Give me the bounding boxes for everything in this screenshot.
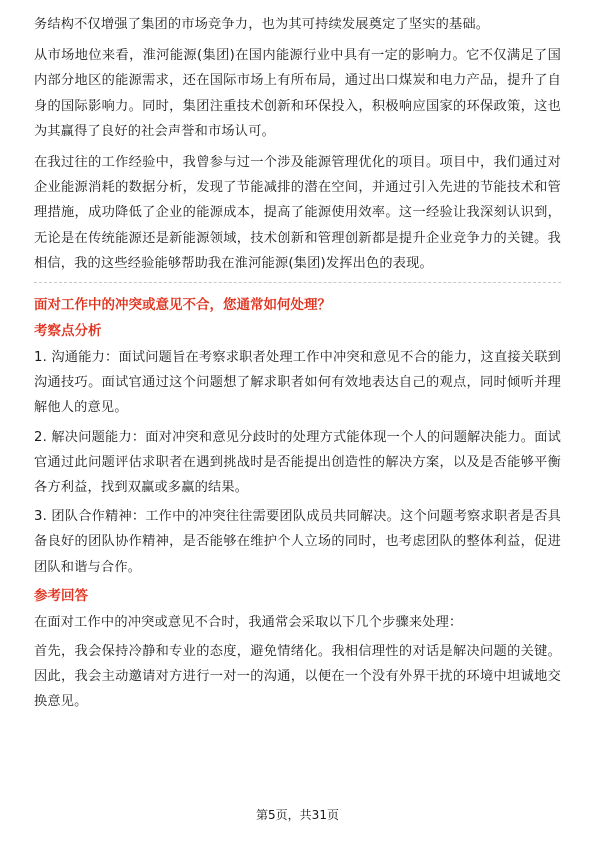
intro-paragraph-1: 务结构不仅增强了集团的市场竞争力，也为其可持续发展奠定了坚实的基础。 <box>34 17 490 32</box>
page-content <box>34 12 561 719</box>
analysis-point-2: 2. 解决问题能力：面对冲突和意见分歧时的处理方式能体现一个人的问题解决能力。面试官通过此问题评估求职者在遇到挑战时是否能提出创造性的解决方案，以及是否能够平衡各方利益，找到双赢或多赢的结果。 <box>34 429 561 496</box>
analysis-point-3: 3. 团队合作精神：工作中的冲突往往需要团队成员共同解决。这个问题考察求职者是否具备良好的团队协作精神，是否能够在维护个人立场的同时，也考虑团队的整体利益，促进团队和谐与合作。 <box>34 509 561 575</box>
reference-answer-heading: 参考回答 <box>34 587 88 604</box>
answer-paragraph-2: 首先，我会保持冷静和专业的态度，避免情绪化。我相信理性的对话是解决问题的关键。因此，我会主动邀请对方进行一对一的沟通，以便在一个没有外界干扰的环境中坦诚地交换意见。 <box>34 644 561 710</box>
analysis-point-1: 1. 沟通能力：面试问题旨在考察求职者处理工作中冲突和意见不合的能力，这直接关联到沟通技巧。面试官通过这个问题想了解求职者如何有效地表达自己的观点，同时倾听并理解他人的意见。 <box>34 350 561 416</box>
intro-paragraph-2: 从市场地位来看，淮河能源(集团)在国内能源行业中具有一定的影响力。它不仅满足了国内部分地区的能源需求，还在国际市场上有所布局，通过出口煤炭和电力产品，提升了自身的国际影响力。同时，集团注重技术创新和环保投入，积极响应国家的环保政策，这也为其赢得了良好的社会声誉和市场认可。 <box>34 48 561 139</box>
intro-paragraph-3: 在我过往的工作经验中，我曾参与过一个涉及能源管理优化的项目。项目中，我们通过对企业能源消耗的数据分析，发现了节能减排的潜在空间，并通过引入先进的节能技术和管理措施，成功降低了企业的能源成本，提高了能源使用效率。这一经验让我深刻认识到，无论是在传统能源还是新能源领域，技术创新和管理创新都是提升企业竞争力的关键。我相信，我的这些经验能够帮助我在淮河能源(集团)发挥出色的表现。 <box>34 155 561 271</box>
section-divider <box>34 282 561 283</box>
question-title: 面对工作中的冲突或意见不合，您通常如何处理？ <box>34 297 331 314</box>
page-number: 第5页，共31页 <box>256 808 339 822</box>
answer-paragraph-1: 在面对工作中的冲突或意见不合时，我通常会采取以下几个步骤来处理： <box>34 614 463 630</box>
analysis-heading: 考察点分析 <box>34 323 102 340</box>
